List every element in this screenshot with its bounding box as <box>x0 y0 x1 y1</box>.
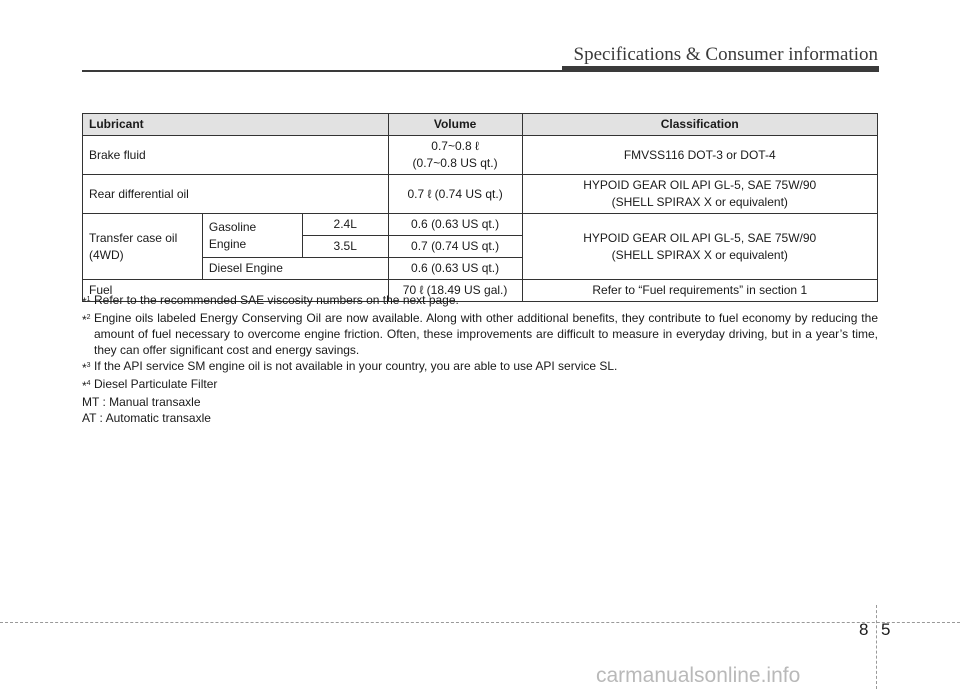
footnote-3 <box>82 358 878 376</box>
row-lubricant-brake-fluid: Brake fluid <box>83 136 389 175</box>
row-lubricant-fuel: Fuel <box>83 280 389 302</box>
class-line: (SHELL SPIRAX X or equivalent) <box>611 195 788 209</box>
row-class-transfer <box>522 214 878 280</box>
header-classification: Classification <box>522 114 878 136</box>
footnote-marker: *$^4$ <box>82 379 91 393</box>
footnote-text: If the API service SM engine oil is not available in your country, you are able to use API service SL. <box>94 359 618 373</box>
footnote-text: Diesel Particulate Filter <box>94 377 218 391</box>
transfer-24l: 2.4L <box>302 214 388 236</box>
abbrev-at: AT : Automatic transaxle <box>82 411 211 425</box>
page-divider <box>876 605 877 689</box>
header-volume: Volume <box>388 114 522 136</box>
volume-line: 0.7~0.8 ℓ <box>431 139 479 153</box>
header-lubricant: Lubricant <box>83 114 389 136</box>
table-row <box>83 175 878 214</box>
row-class-fuel: Refer to “Fuel requirements” in section 1 <box>522 280 878 302</box>
row-lubricant-transfer <box>83 214 203 280</box>
row-volume-fuel: 70 ℓ (18.49 US gal.) <box>388 280 522 302</box>
row-volume-rear-diff: 0.7 ℓ (0.74 US qt.) <box>388 175 522 214</box>
table-row <box>83 136 878 175</box>
row-class-rear-diff <box>522 175 878 214</box>
section-title: Specifications & Consumer information <box>573 44 878 65</box>
footnote-text: Engine oils labeled Energy Conserving Oil are now available. Along with other additional benefits, they contribute to fuel economy by reducing the amount of fuel necessary to overcome engine friction. Often, these improvements are difficult to measure in everyday driving, but in a year’s time, they can offer significant cost and energy savings. <box>94 311 878 357</box>
footnote-text: Refer to the recommended SAE viscosity numbers on the next page. <box>94 293 459 307</box>
footnote-4 <box>82 376 878 394</box>
footer-dashed-rule <box>0 622 960 623</box>
row-lubricant-rear-diff: Rear differential oil <box>83 175 389 214</box>
class-line: HYPOID GEAR OIL API GL-5, SAE 75W/90 <box>583 230 817 245</box>
footnote-1 <box>82 292 878 310</box>
class-line: (SHELL SPIRAX X or equivalent) <box>611 247 788 262</box>
lubricant-line: (4WD) <box>89 247 124 262</box>
footnote-marker: *$^3$ <box>82 361 91 375</box>
lubricant-table <box>82 113 878 302</box>
transfer-gasoline: Gasoline Engine <box>202 214 302 258</box>
row-class-brake-fluid: FMVSS116 DOT-3 or DOT-4 <box>522 136 878 175</box>
watermark: carmanualsonline.info <box>596 664 801 687</box>
class-line: HYPOID GEAR OIL API GL-5, SAE 75W/90 <box>583 178 817 192</box>
transfer-diesel-volume: 0.6 (0.63 US qt.) <box>388 258 522 280</box>
chapter-number: 8 <box>859 620 869 639</box>
transfer-diesel: Diesel Engine <box>202 258 388 280</box>
transfer-35l-volume: 0.7 (0.74 US qt.) <box>388 236 522 258</box>
volume-line: (0.7~0.8 US qt.) <box>412 156 498 170</box>
footnote-marker: *$^2$ <box>82 313 91 327</box>
footnote-marker: *$^1$ <box>82 295 91 309</box>
transfer-24l-volume: 0.6 (0.63 US qt.) <box>388 214 522 236</box>
lubricant-line: Transfer case oil <box>89 230 178 245</box>
row-volume-brake-fluid <box>388 136 522 175</box>
header-bar <box>562 66 879 72</box>
transfer-35l: 3.5L <box>302 236 388 258</box>
abbrev-mt: MT : Manual transaxle <box>82 395 201 409</box>
page-number: 5 <box>881 620 891 639</box>
table-row <box>83 214 878 236</box>
footnotes <box>82 292 878 426</box>
footnote-2 <box>82 310 878 358</box>
table-header-row <box>83 114 878 136</box>
